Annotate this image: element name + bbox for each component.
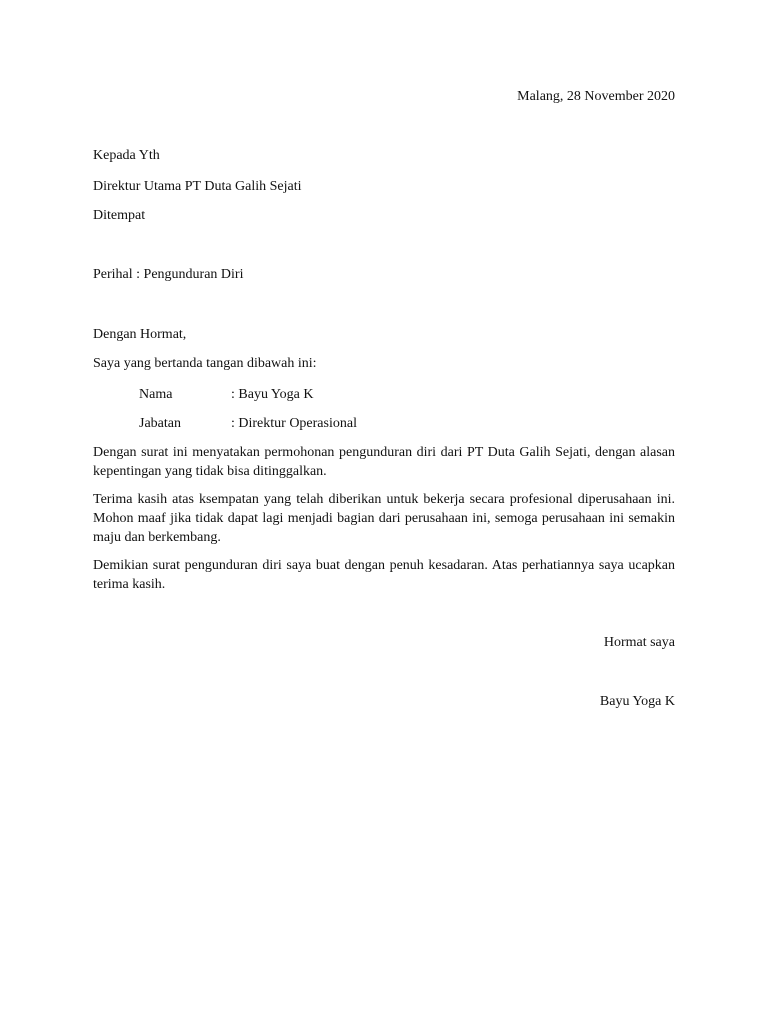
field-label: Jabatan <box>139 416 181 431</box>
body-paragraph-3: Demikian surat pengunduran diri saya buat dengan penuh kesadaran. Atas perhatiannya saya ucapkan terima kasih. <box>93 558 675 592</box>
letter-date: Malang, 28 November 2020 <box>517 89 675 104</box>
recipient-line-3: Ditempat <box>93 208 146 223</box>
letter-salutation: Dengan Hormat, <box>93 327 187 342</box>
body-paragraph-1: Dengan surat ini menyatakan permohonan pengunduran diri dari PT Duta Galih Sejati, dengan alasan kepentingan yang tidak bisa ditinggalkan. <box>93 445 675 479</box>
recipient-line-2: Direktur Utama PT Duta Galih Sejati <box>93 179 302 194</box>
body-paragraph-2: Terima kasih atas ksempatan yang telah diberikan untuk bekerja secara profesional diperusahaan ini. Mohon maaf jika tidak dapat lagi menjadi bagian dari perusahaan ini, semoga perusahaan ini semakin maju dan berkembang. <box>93 492 675 545</box>
letter-subject: Perihal : Pengunduran Diri <box>93 267 244 282</box>
letter-closing: Hormat saya <box>603 635 675 650</box>
signature-name: Bayu Yoga K <box>599 694 675 709</box>
letter-intro: Saya yang bertanda tangan dibawah ini: <box>93 356 317 371</box>
field-label: Nama <box>139 387 173 402</box>
field-value: : Bayu Yoga K <box>231 387 314 402</box>
recipient-line-1: Kepada Yth <box>93 148 160 163</box>
field-value: : Direktur Operasional <box>231 416 357 431</box>
